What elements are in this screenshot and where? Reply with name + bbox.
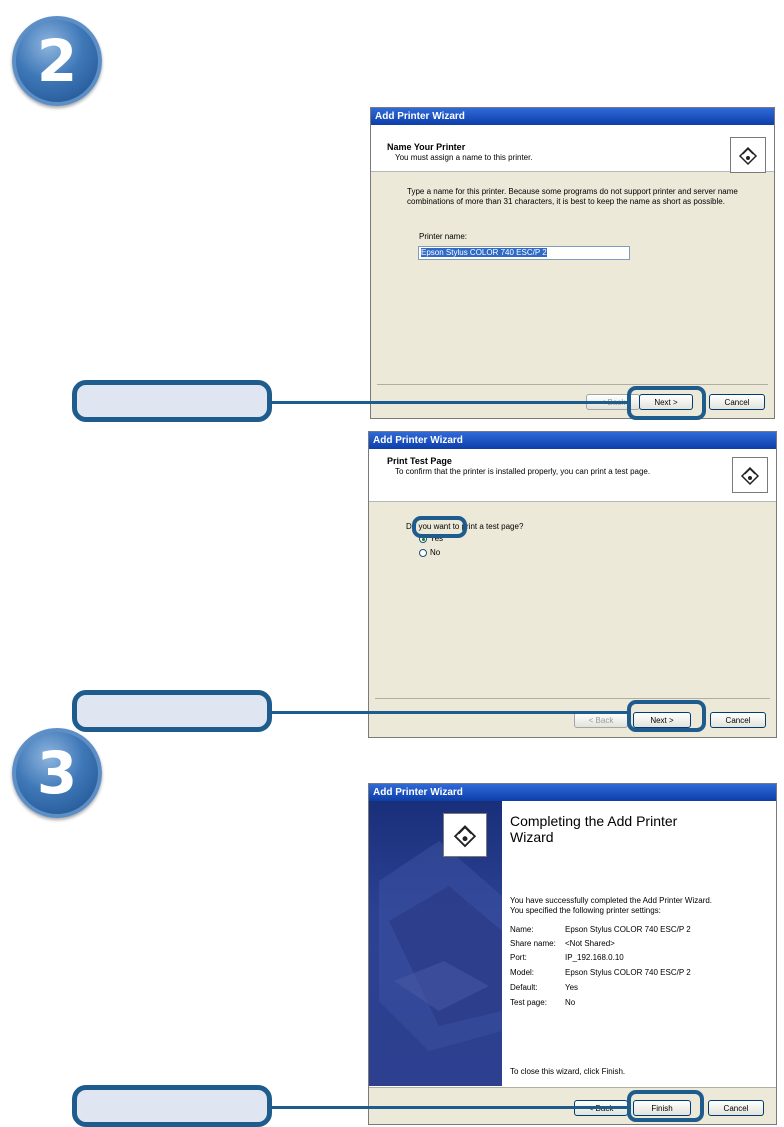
wizard-title: Add Printer Wizard — [371, 108, 774, 125]
no-radio[interactable] — [419, 549, 427, 557]
setting-value: <Not Shared> — [565, 939, 615, 948]
settings-row — [510, 953, 527, 962]
cancel-button[interactable]: Cancel — [708, 1100, 764, 1116]
test-page-question: Do you want to print a test page? — [406, 522, 524, 531]
setting-value: Epson Stylus COLOR 740 ESC/P 2 — [565, 925, 691, 934]
setting-value: Epson Stylus COLOR 740 ESC/P 2 — [565, 968, 691, 977]
finish-highlight — [627, 1090, 704, 1122]
settings-row — [510, 983, 538, 992]
settings-row — [510, 925, 534, 934]
completion-heading — [510, 813, 677, 845]
setting-value: Yes — [565, 983, 579, 992]
printer-name-label: Printer name: — [419, 232, 468, 241]
header-title: Print Test Page — [387, 456, 452, 466]
step-3-badge: 3 — [12, 728, 102, 818]
printer-icon — [443, 813, 487, 857]
settings-value — [565, 998, 575, 1007]
settings-value — [565, 968, 691, 977]
setting-label: Default: — [510, 983, 538, 992]
setting-label: Test page: — [510, 998, 547, 1007]
settings-value — [565, 983, 578, 992]
printer-name-value: Epson Stylus COLOR 740 ESC/P 2 — [421, 248, 547, 257]
wizard-name-printer — [370, 107, 775, 419]
callout-leader-2 — [272, 711, 630, 714]
header-title: Name Your Printer — [387, 142, 466, 152]
next-highlight-1 — [627, 386, 706, 420]
cancel-button[interactable]: Cancel — [710, 712, 766, 728]
next-highlight-2 — [627, 700, 706, 732]
heading-line-2: Wizard — [510, 829, 554, 845]
cancel-button[interactable]: Cancel — [709, 394, 765, 410]
footer-divider — [375, 698, 770, 699]
setting-label: Name: — [510, 925, 534, 934]
no-label[interactable]: No — [430, 548, 441, 557]
wizard-header — [369, 449, 776, 502]
wizard-title: Add Printer Wizard — [369, 784, 776, 801]
callout-box-3 — [72, 1085, 272, 1127]
settings-row — [510, 939, 556, 948]
setting-label: Model: — [510, 968, 535, 977]
callout-box-1 — [72, 380, 272, 422]
callout-leader-3 — [272, 1106, 630, 1109]
intro-line-1: You have successfully completed the Add Printer Wizard. — [510, 896, 713, 905]
step-2-badge: 2 — [12, 16, 102, 106]
header-subtitle: To confirm that the printer is installed properly, you can print a test page. — [395, 467, 651, 476]
settings-row — [510, 968, 534, 977]
setting-value: No — [565, 998, 576, 1007]
settings-value — [565, 939, 615, 948]
callout-leader-1 — [272, 401, 630, 404]
yes-label[interactable]: Yes — [430, 534, 444, 543]
wizard-sidebar — [369, 801, 502, 1086]
footer-divider — [377, 384, 768, 385]
printer-icon — [732, 457, 768, 493]
instruction-text: Type a name for this printer. Because some programs do not support printer and server name combinations of more than 31 characters, it is best to keep the name as short as possible. — [407, 187, 738, 206]
intro-line-2: You specified the following printer settings: — [510, 906, 661, 915]
printer-icon — [730, 137, 766, 173]
callout-box-2 — [72, 690, 272, 732]
setting-value: IP_192.168.0.10 — [565, 953, 624, 962]
settings-row — [510, 998, 547, 1007]
setting-label: Port: — [510, 953, 527, 962]
close-instruction: To close this wizard, click Finish. — [510, 1067, 626, 1076]
printer-name-input[interactable] — [418, 246, 630, 260]
wizard-header — [371, 125, 774, 172]
wizard-title: Add Printer Wizard — [369, 432, 776, 449]
settings-value — [565, 925, 691, 934]
next-button[interactable]: Next > — [639, 394, 693, 410]
yes-highlight — [412, 516, 467, 538]
heading-line-1: Completing the Add Printer — [510, 813, 678, 829]
back-button[interactable]: < Back — [574, 712, 628, 728]
settings-value — [565, 953, 624, 962]
wizard-print-test-page — [368, 431, 777, 738]
header-subtitle: You must assign a name to this printer. — [395, 153, 533, 162]
next-button[interactable]: Next > — [633, 712, 691, 728]
finish-button[interactable]: Finish — [633, 1100, 691, 1116]
wizard-complete — [368, 783, 777, 1125]
setting-label: Share name: — [510, 939, 556, 948]
